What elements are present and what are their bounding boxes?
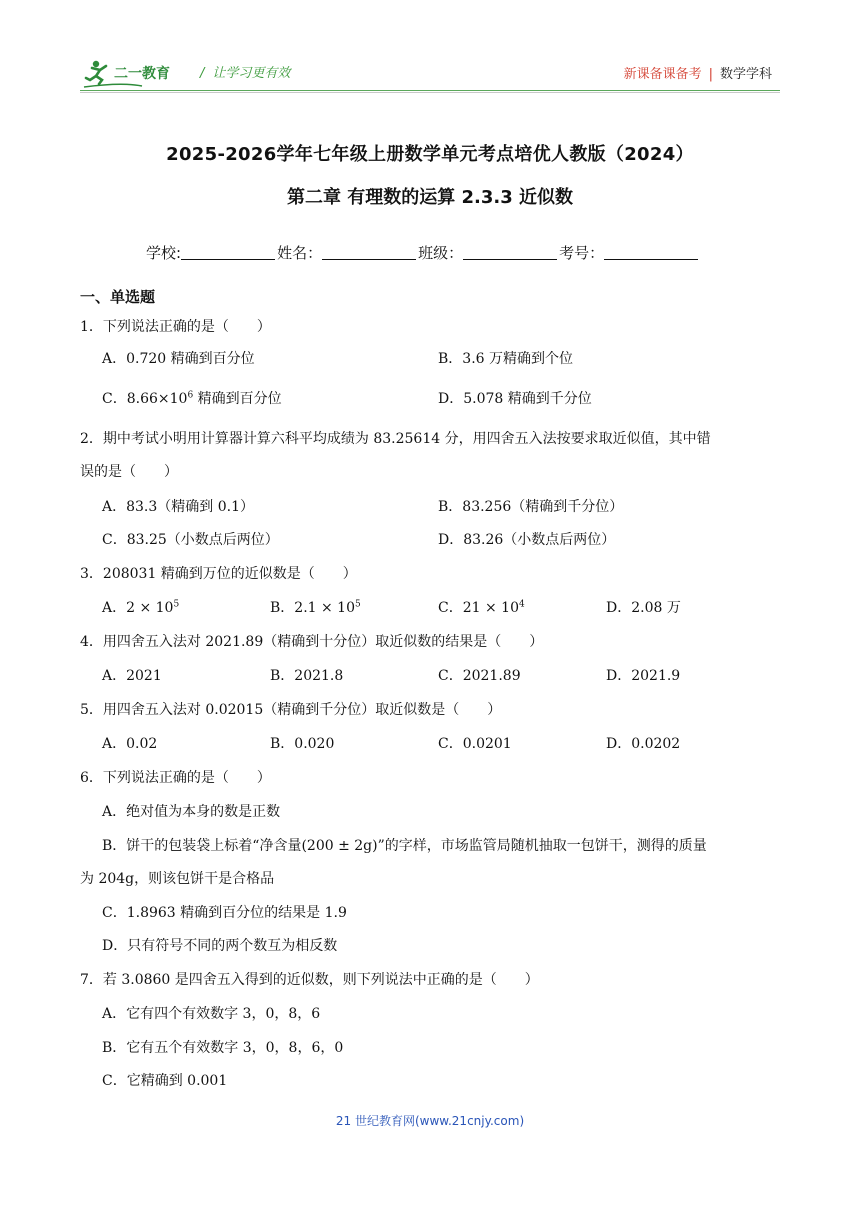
question-stem: 3．208031 精确到万位的近似数是（ ）: [80, 566, 357, 582]
option: C．1.8963 精确到百分位的结果是 1.9: [102, 905, 347, 921]
question-stem: 5．用四舍五入法对 0.02015（精确到千分位）取近似数是（ ）: [80, 702, 502, 718]
header-right: 新课备课备考 | 数学学科: [623, 67, 772, 82]
option: C．$21 \times 10^4$: [438, 599, 525, 616]
option: D．5.078 精确到千分位: [438, 391, 592, 407]
question-stem: 7．若 3.0860 是四舍五入得到的近似数，则下列说法中正确的是（ ）: [80, 972, 539, 988]
class-blank[interactable]: [463, 245, 557, 260]
option: C．83.25（小数点后两位）: [102, 532, 279, 548]
option: A．绝对值为本身的数是正数: [102, 804, 281, 820]
option: A．83.3（精确到 0.1）: [102, 499, 254, 515]
option: C．0.0201: [438, 736, 512, 752]
option: A．$2 \times 10^5$: [102, 599, 180, 616]
option: A．它有四个有效数字 3，0，8，6: [102, 1006, 321, 1022]
logo-text: 二一教育: [114, 66, 170, 82]
question-stem: 4．用四舍五入法对 2021.89（精确到十分位）取近似数的结果是（ ）: [80, 634, 544, 650]
page-header: [0, 0, 860, 96]
option: D．83.26（小数点后两位）: [438, 532, 616, 548]
site-logo: [82, 58, 192, 90]
option: B．0.020: [270, 736, 335, 752]
school-blank[interactable]: [181, 245, 275, 260]
exam-number-blank[interactable]: [604, 245, 698, 260]
option: C．$8.66\times 10^6$ 精确到百分位: [102, 390, 282, 407]
doc-subtitle: 第二章 有理数的运算 2.3.3 近似数: [286, 187, 574, 208]
option-continued: 为 204g，则该包饼干是合格品: [80, 871, 275, 887]
option: B．2021.8: [270, 668, 344, 684]
option: B．3.6 万精确到个位: [438, 351, 574, 367]
option: D．2021.9: [606, 668, 681, 684]
header-subject: 数学学科: [719, 67, 772, 82]
header-divider-secondary: [80, 92, 780, 93]
question-stem: 6．下列说法正确的是（ ）: [80, 770, 271, 786]
option: A．0.02: [102, 736, 158, 752]
student-info-fields: 学校: 姓名： 班级： 考号：: [146, 242, 700, 263]
section-heading: 一、单选题: [80, 288, 156, 306]
option: C．它精确到 0.001: [102, 1073, 228, 1089]
question-stem: 1．下列说法正确的是（ ）: [80, 319, 271, 335]
doc-title: 2025-2026学年七年级上册数学单元考点培优人教版（2024）: [166, 144, 694, 165]
option: B．它有五个有效数字 3，0，8，6，0: [102, 1040, 344, 1056]
option: D．只有符号不同的两个数互为相反数: [102, 938, 338, 954]
option: B．饼干的包装袋上标着“净含量(200 ± 2g)”的字样，市场监管局随机抽取一包饼干，测得的质量: [102, 838, 707, 854]
page-footer[interactable]: 21 世纪教育网(www.21cnjy.com): [335, 1114, 525, 1128]
option: A．2021: [102, 668, 162, 684]
option: A．0.720 精确到百分位: [102, 351, 255, 367]
option: D．0.0202: [606, 736, 681, 752]
option: B．83.256（精确到千分位）: [438, 499, 624, 515]
option: B．$2.1 \times 10^5$: [270, 599, 361, 616]
header-divider: [80, 90, 780, 91]
question-stem-continued: 误的是（ ）: [80, 464, 178, 480]
question-stem: 2．期中考试小明用计算器计算六科平均成绩为 83.25614 分，用四舍五入法按要求取近似值，其中错: [80, 431, 711, 447]
header-course-label: 新课备课备考: [623, 67, 702, 82]
option: D．2.08 万: [606, 600, 681, 616]
option: C．2021.89: [438, 668, 521, 684]
name-blank[interactable]: [322, 245, 416, 260]
slogan: / 让学习更有效: [200, 66, 291, 81]
